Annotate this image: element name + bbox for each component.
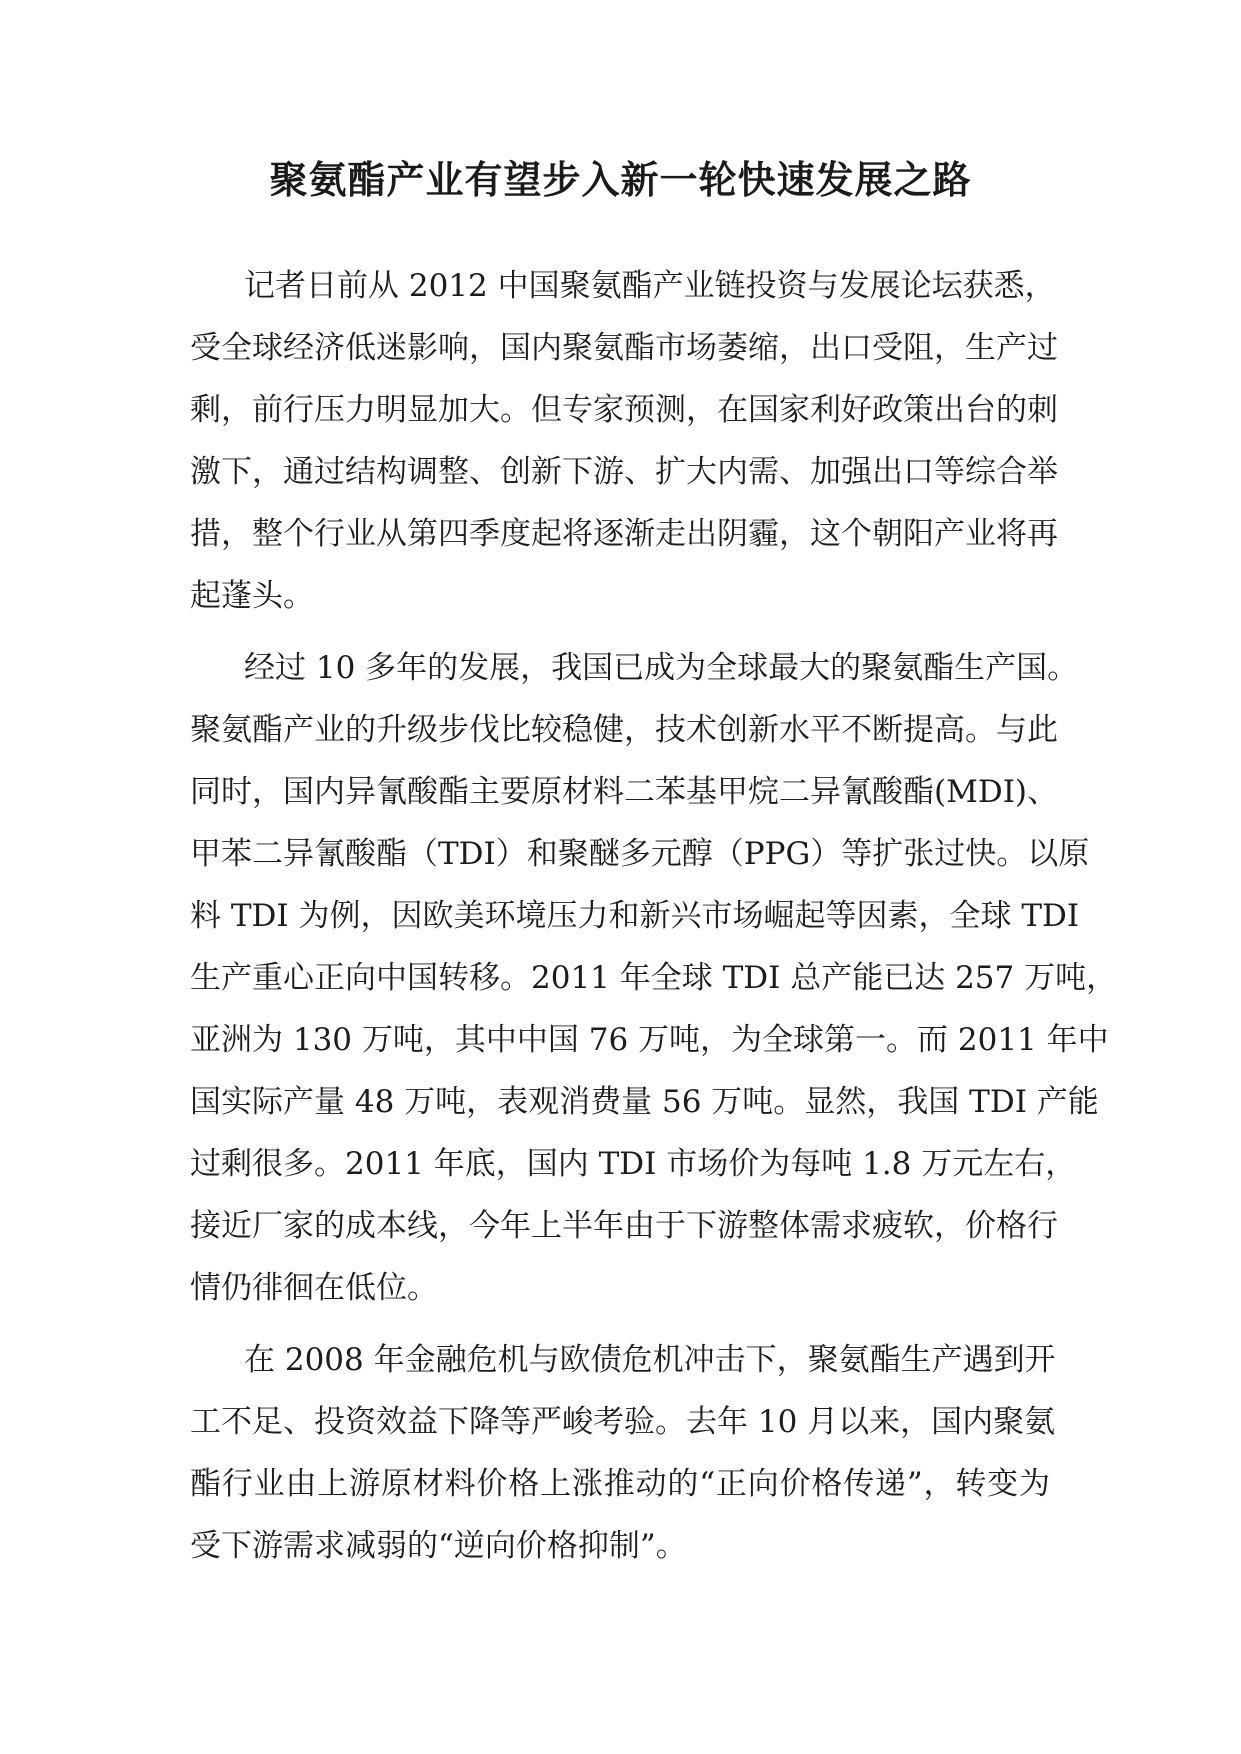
paragraph-3	[190, 1329, 1056, 1577]
text-line: 生产重心正向中国转移。2011 年全球 TDI 总产能已达 257 万吨，	[190, 960, 1118, 996]
paragraph-2	[190, 637, 1118, 1319]
text-line: 在 2008 年金融危机与欧债危机冲击下，聚氨酯生产遇到开	[244, 1342, 1056, 1378]
text-line: 情仍徘徊在低位。	[190, 1270, 438, 1306]
text-line: 受下游需求减弱的“逆向价格抑制”。	[190, 1528, 687, 1564]
text-line: 聚氨酯产业的升级步伐比较稳健，技术创新水平不断提高。与此	[190, 712, 1058, 748]
text-line: 亚洲为 130 万吨，其中中国 76 万吨，为全球第一。而 2011 年中	[190, 1022, 1109, 1058]
document-body	[190, 255, 1118, 1587]
text-line: 工不足、投资效益下降等严峻考验。去年 10 月以来，国内聚氨	[190, 1404, 1056, 1440]
text-line: 激下，通过结构调整、创新下游、扩大内需、加强出口等综合举	[190, 454, 1058, 490]
text-line: 甲苯二异氰酸酯（TDI）和聚醚多元醇（PPG）等扩张过快。以原	[190, 836, 1090, 872]
text-line: 剩，前行压力明显加大。但专家预测，在国家利好政策出台的刺	[190, 392, 1058, 428]
text-line: 料 TDI 为例，因欧美环境压力和新兴市场崛起等因素，全球 TDI	[190, 898, 1080, 934]
text-line: 受全球经济低迷影响，国内聚氨酯市场萎缩，出口受阻，生产过	[190, 330, 1058, 366]
document-title: 聚氨酯产业有望步入新一轮快速发展之路	[269, 157, 972, 202]
text-line: 记者日前从 2012 中国聚氨酯产业链投资与发展论坛获悉，	[244, 268, 1056, 304]
text-line: 国实际产量 48 万吨，表观消费量 56 万吨。显然，我国 TDI 产能	[190, 1084, 1099, 1120]
text-line: 措，整个行业从第四季度起将逐渐走出阴霾，这个朝阳产业将再	[190, 516, 1058, 552]
paragraph-1	[190, 255, 1058, 627]
text-line: 酯行业由上游原材料价格上涨推动的“正向价格传递”，转变为	[190, 1466, 1050, 1502]
text-line: 同时，国内异氰酸酯主要原材料二苯基甲烷二异氰酸酯(MDI)、	[190, 774, 1059, 810]
text-line: 过剩很多。2011 年底，国内 TDI 市场价为每吨 1.8 万元左右，	[190, 1146, 1077, 1182]
text-line: 起蓬头。	[190, 578, 314, 614]
text-line: 经过 10 多年的发展，我国已成为全球最大的聚氨酯生产国。	[244, 650, 1079, 686]
text-line: 接近厂家的成本线，今年上半年由于下游整体需求疲软，价格行	[190, 1208, 1058, 1244]
